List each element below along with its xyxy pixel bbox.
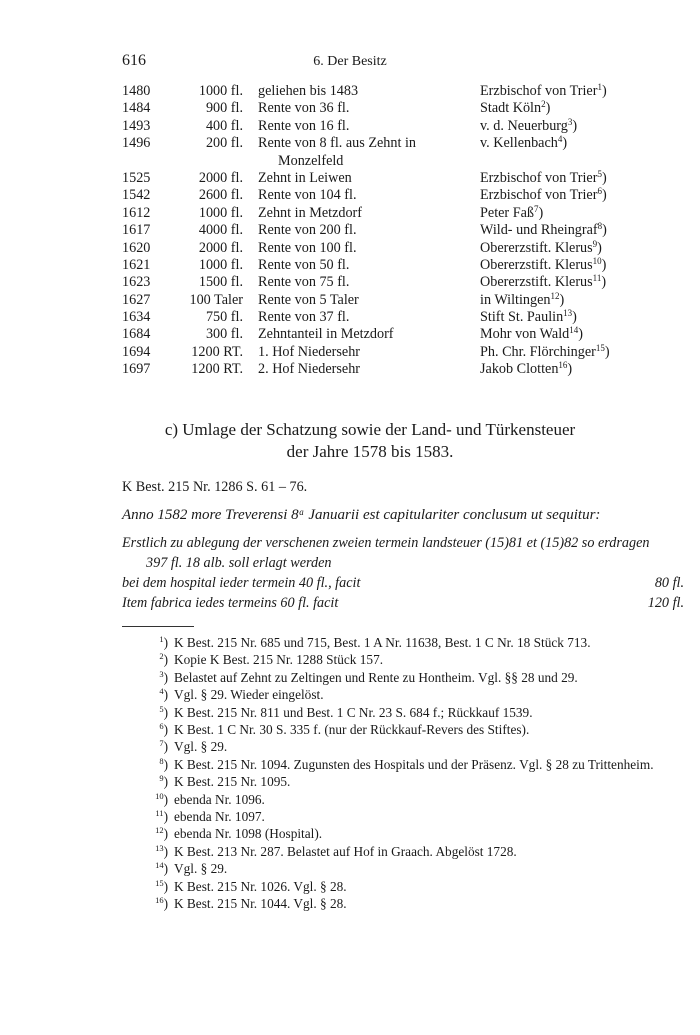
footnote (122, 878, 686, 895)
footnote-marker: $^{13}$) (155, 842, 168, 859)
footnote-marker: $^7$) (159, 738, 168, 755)
ledger-amount: 1000 fl. (198, 204, 243, 221)
footnote-number: 16 (155, 895, 164, 906)
footnote (122, 860, 686, 877)
ledger-description (258, 187, 468, 204)
ledger-row (122, 361, 682, 378)
ledger-holder-name: Mohr von Wald (480, 326, 570, 343)
footnote-paren: ) (567, 361, 573, 378)
source-reference: K Best. 215 Nr. 1286 S. 61 – 76. (122, 479, 308, 495)
ledger-row (122, 257, 682, 274)
ledger-row (122, 100, 682, 117)
ledger-amount: 900 fl. (205, 100, 243, 117)
ledger-description (258, 170, 468, 187)
ledger-amount: 2600 fl. (198, 187, 243, 204)
footnote-text: K Best. 215 Nr. 1044. Vgl. § 28. (174, 896, 347, 912)
footnote-number: 6 (159, 721, 164, 732)
ledger-holder-name: v. Kellenbach (480, 135, 558, 152)
footnote-number: 13 (155, 842, 164, 853)
footnote-reference: 10 (592, 255, 602, 266)
footnote-reference: 6 (597, 186, 602, 197)
ledger-description-text: Rente von 75 fl. (258, 274, 350, 291)
ledger-holder-name: Wild- und Rheingraf (480, 222, 598, 239)
footnote-number: 9 (159, 773, 164, 784)
footnote-number: 15 (155, 877, 164, 888)
ledger-holder-name: Ph. Chr. Flörchinger (480, 343, 596, 360)
footnote-text: Belastet auf Zehnt zu Zeltingen und Rente zu Hontheim. Vgl. §§ 28 und 29. (174, 669, 578, 685)
ledger-holder (480, 274, 606, 291)
ledger-holder (480, 222, 607, 239)
ledger-holder (480, 361, 572, 378)
footnote-reference: 8 (597, 221, 603, 232)
footnote (122, 756, 686, 773)
footnote (122, 634, 686, 651)
footnote-number: 10 (155, 790, 164, 801)
footnote-rule (122, 626, 194, 627)
ledger-holder-name: Jakob Clotten (480, 361, 559, 378)
ledger-holder (480, 344, 610, 361)
ledger-amount: 1200 RT. (191, 343, 243, 360)
ledger-description (258, 326, 468, 343)
footnote-reference: 12 (550, 290, 560, 301)
latin-entry (122, 573, 684, 593)
footnote-marker: $^{15}$) (155, 877, 168, 894)
ledger-description-text: Rente von 50 fl. (258, 256, 350, 273)
footnote-number: 5 (159, 703, 164, 714)
footnote (122, 825, 686, 842)
footnote-paren: ) (601, 256, 607, 273)
ledger-row (122, 240, 682, 257)
ledger-amount: 750 fl. (205, 309, 243, 326)
footnote-text: K Best. 215 Nr. 1026. Vgl. § 28. (174, 878, 347, 894)
ledger-description (258, 222, 468, 239)
footnote-reference: 1 (597, 82, 602, 92)
footnote-reference: 16 (558, 360, 568, 371)
footnote (122, 669, 686, 686)
ledger-amount: 2000 fl. (198, 169, 243, 186)
ledger-amount: 2000 fl. (198, 239, 243, 256)
ledger-holder (480, 170, 607, 187)
ledger-amount: 400 fl. (205, 117, 243, 134)
ledger-amount: 100 Taler (189, 291, 243, 308)
ledger-row (122, 135, 682, 170)
ledger-description-text: geliehen bis 1483 (258, 83, 359, 99)
footnote-text: K Best. 215 Nr. 685 und 715, Best. 1 A Nr. 11638, Best. 1 C Nr. 18 Stück 713. (174, 635, 591, 650)
footnote-text: Vgl. § 29. Wieder eingelöst. (174, 687, 324, 703)
ledger-year: 1684 (122, 326, 151, 343)
ledger-description (258, 240, 468, 257)
ledger-holder (480, 240, 602, 257)
footnote-reference: 7 (533, 203, 539, 214)
ledger-holder (480, 257, 606, 274)
ledger-holder-name: Erzbischof von Trier (480, 169, 598, 186)
ledger-description-text: Rente von 5 Taler (258, 291, 359, 308)
footnote-text: Vgl. § 29. (174, 739, 228, 755)
latin-entry-text: Item fabrica iedes termeins 60 fl. facit (122, 595, 339, 611)
ledger-row (122, 205, 682, 222)
ledger-description-continued: Monzelfeld (278, 152, 344, 169)
footnote-reference: 2 (541, 99, 546, 110)
ledger-holder (480, 100, 550, 117)
ledger-holder-name: in Wiltingen (480, 291, 551, 308)
ledger-holder (480, 83, 607, 100)
footnote-text: Vgl. § 29. (174, 861, 228, 877)
ledger-amount: 1000 fl. (198, 83, 243, 99)
ledger-amount: 200 fl. (205, 135, 243, 152)
footnote-number: 7 (159, 738, 164, 749)
footnote-number: 2 (159, 651, 164, 662)
ledger-year: 1694 (122, 343, 151, 360)
ledger-description (258, 309, 468, 326)
footnote-reference: 13 (563, 308, 573, 319)
ledger-amount: 1000 fl. (198, 256, 243, 273)
ledger-description (258, 135, 468, 170)
ledger-holder-name: Obererzstift. Klerus (480, 256, 593, 273)
footnote-number: 8 (159, 755, 164, 766)
footnote-reference: 11 (592, 273, 602, 284)
ledger-row (122, 222, 682, 239)
footnote-marker: $^4$) (159, 686, 168, 703)
ledger-description-text: Rente von 104 fl. (258, 187, 357, 204)
ledger-description-text: Rente von 100 fl. (258, 239, 357, 256)
footnote (122, 808, 686, 825)
ledger-description-text: Zehnt in Metzdorf (258, 204, 363, 221)
ledger-holder-name: Obererzstift. Klerus (480, 239, 593, 256)
footnote-text: ebenda Nr. 1096. (174, 791, 265, 807)
ledger-description (258, 361, 468, 378)
latin-line-continued: 397 fl. 18 alb. soll erlagt werden (146, 555, 332, 571)
ledger-year: 1627 (122, 291, 151, 308)
footnote-text: ebenda Nr. 1097. (174, 809, 265, 825)
ledger-year: 1697 (122, 361, 151, 378)
footnote (122, 704, 686, 721)
ledger-description (258, 118, 468, 135)
ledger-year: 1623 (122, 274, 151, 291)
footnote (122, 791, 686, 808)
ledger-holder (480, 309, 577, 326)
ledger-year: 1617 (122, 222, 151, 239)
latin-heading: Anno 1582 more Treverensi 8ᵃ Januarii est capitulariter conclusum ut sequitur: (122, 507, 601, 523)
footnote-paren: ) (602, 222, 607, 239)
ledger-row (122, 309, 682, 326)
footnote-marker: $^1$) (159, 634, 168, 650)
footnote-marker: $^{16}$) (155, 895, 168, 912)
ledger-holder (480, 292, 564, 309)
ledger-amount: 1500 fl. (198, 274, 243, 291)
footnote-reference: 15 (595, 342, 605, 353)
ledger-holder (480, 187, 607, 204)
ledger-holder-name: Stift St. Paulin (480, 309, 564, 326)
ledger-year: 1634 (122, 309, 151, 326)
ledger-description (258, 274, 468, 291)
ledger-year: 1493 (122, 117, 151, 134)
footnote-text: Kopie K Best. 215 Nr. 1288 Stück 157. (174, 652, 384, 668)
ledger-description (258, 292, 468, 309)
latin-entry-amount: 120 fl. (647, 595, 684, 611)
footnote-reference: 5 (597, 168, 602, 179)
latin-entry-amount: 80 fl. (654, 575, 684, 591)
footnote-number: 1 (159, 634, 164, 644)
ledger-holder (480, 326, 583, 343)
running-head: 6. Der Besitz (313, 54, 387, 69)
footnote-marker: $^{11}$) (155, 808, 168, 825)
footnote-number: 12 (155, 825, 164, 836)
footnote-reference: 4 (557, 134, 563, 145)
ledger-description-text: 2. Hof Niedersehr (258, 361, 361, 378)
ledger-description-text: 1. Hof Niedersehr (258, 343, 361, 360)
footnote-paren: ) (601, 187, 607, 204)
footnote-reference: 14 (569, 325, 579, 336)
ledger-description-text: Rente von 16 fl. (258, 117, 350, 134)
footnote-text: K Best. 213 Nr. 287. Belastet auf Hof in Graach. Abgelöst 1728. (174, 843, 517, 859)
footnote-number: 14 (155, 860, 164, 871)
ledger-holder (480, 135, 567, 152)
ledger-row (122, 187, 682, 204)
footnote-number: 4 (159, 686, 164, 697)
footnote-text: K Best. 215 Nr. 811 und Best. 1 C Nr. 23 S. 684 f.; Rückkauf 1539. (174, 704, 533, 720)
ledger-holder-name: Peter Faß (480, 204, 534, 221)
footnote-marker: $^{12}$) (155, 825, 168, 842)
ledger-year: 1484 (122, 100, 151, 117)
footnote-paren: ) (572, 309, 577, 326)
ledger-description (258, 205, 468, 222)
footnote-marker: $^6$) (159, 721, 168, 738)
ledger-row (122, 344, 682, 361)
footnote-paren: ) (578, 326, 583, 343)
footnote-paren: ) (601, 169, 607, 186)
latin-line: Erstlich zu ablegung der verschenen zweien termein landsteuer (15)81 et (15)82 so erdragen (122, 535, 650, 551)
ledger-row (122, 83, 682, 100)
ledger-row (122, 292, 682, 309)
ledger-year: 1525 (122, 169, 151, 186)
ledger-holder (480, 205, 543, 222)
ledger-description (258, 100, 468, 117)
ledger-row (122, 274, 682, 291)
footnote-text: K Best. 1 C Nr. 30 S. 335 f. (nur der Rückkauf-Revers des Stiftes). (174, 722, 530, 738)
footnote-number: 11 (155, 808, 164, 819)
footnote-number: 3 (159, 668, 164, 679)
footnote-marker: $^{10}$) (155, 790, 168, 807)
footnote (122, 773, 686, 790)
page-number: 616 (122, 52, 146, 69)
ledger-description (258, 257, 468, 274)
footnote-text: ebenda Nr. 1098 (Hospital). (174, 826, 323, 842)
footnote-marker: $^9$) (159, 773, 168, 790)
section-title (140, 419, 600, 463)
ledger-description-text: Zehntanteil in Metzdorf (258, 326, 394, 343)
ledger-holder (480, 118, 577, 135)
footnote-marker: $^8$) (159, 755, 168, 772)
footnote-paren: ) (572, 117, 578, 134)
ledger-description-text: Rente von 8 fl. aus Zehnt in (258, 135, 417, 152)
footnote-paren: ) (601, 83, 607, 99)
footnote (122, 738, 686, 755)
ledger-description-text: Rente von 36 fl. (258, 100, 350, 117)
ledger-holder-name: v. d. Neuerburg (480, 117, 568, 134)
footnote (122, 686, 686, 703)
ledger-year: 1621 (122, 256, 151, 273)
ledger-table (122, 83, 682, 379)
footnote-paren: ) (601, 274, 607, 291)
ledger-description-text: Rente von 37 fl. (258, 309, 350, 326)
ledger-amount: 300 fl. (205, 326, 243, 343)
ledger-holder-name: Erzbischof von Trier (480, 187, 598, 204)
latin-entry-text: bei dem hospital ieder termein 40 fl., facit (122, 575, 361, 591)
footnote-marker: $^3$) (159, 668, 168, 685)
footnote (122, 843, 686, 860)
footnote-paren: ) (559, 291, 565, 308)
ledger-row (122, 118, 682, 135)
footnote-paren: ) (538, 204, 544, 221)
footnote (122, 721, 686, 738)
ledger-amount: 4000 fl. (198, 222, 243, 239)
ledger-description-text: Rente von 200 fl. (258, 222, 357, 239)
ledger-holder-name: Obererzstift. Klerus (480, 274, 593, 291)
latin-paragraph (122, 533, 684, 573)
footnote-paren: ) (562, 135, 568, 152)
footnote-reference: 3 (567, 116, 573, 127)
ledger-year: 1620 (122, 239, 151, 256)
footnote-marker: $^{14}$) (155, 860, 168, 877)
ledger-holder-name: Stadt Köln (480, 100, 542, 117)
ledger-year: 1542 (122, 187, 151, 204)
section-title-line-2: der Jahre 1578 bis 1583. (286, 442, 454, 461)
footnote-paren: ) (597, 239, 602, 256)
footnote-marker: $^5$) (159, 703, 168, 720)
ledger-description (258, 344, 468, 361)
footnotes (122, 634, 686, 913)
footnote-text: K Best. 215 Nr. 1094. Zugunsten des Hospitals und der Präsenz. Vgl. § 28 zu Trittenheim. (174, 756, 654, 772)
latin-entry (122, 593, 684, 613)
ledger-year: 1480 (122, 83, 151, 99)
footnote-paren: ) (604, 343, 610, 360)
footnote-reference: 9 (592, 238, 598, 249)
ledger-row (122, 170, 682, 187)
ledger-year: 1496 (122, 135, 151, 152)
footnote-paren: ) (545, 100, 551, 117)
ledger-holder-name: Erzbischof von Trier (480, 83, 598, 99)
ledger-amount: 1200 RT. (191, 361, 243, 378)
ledger-description (258, 83, 468, 100)
footnote (122, 895, 686, 912)
ledger-description-text: Zehnt in Leiwen (258, 169, 352, 186)
ledger-row (122, 326, 682, 343)
ledger-year: 1612 (122, 204, 151, 221)
footnote-text: K Best. 215 Nr. 1095. (174, 774, 291, 790)
section-title-line-1: c) Umlage der Schatzung sowie der Land- und Türkensteuer (164, 420, 576, 439)
footnote-marker: $^2$) (159, 651, 168, 668)
footnote (122, 651, 686, 668)
